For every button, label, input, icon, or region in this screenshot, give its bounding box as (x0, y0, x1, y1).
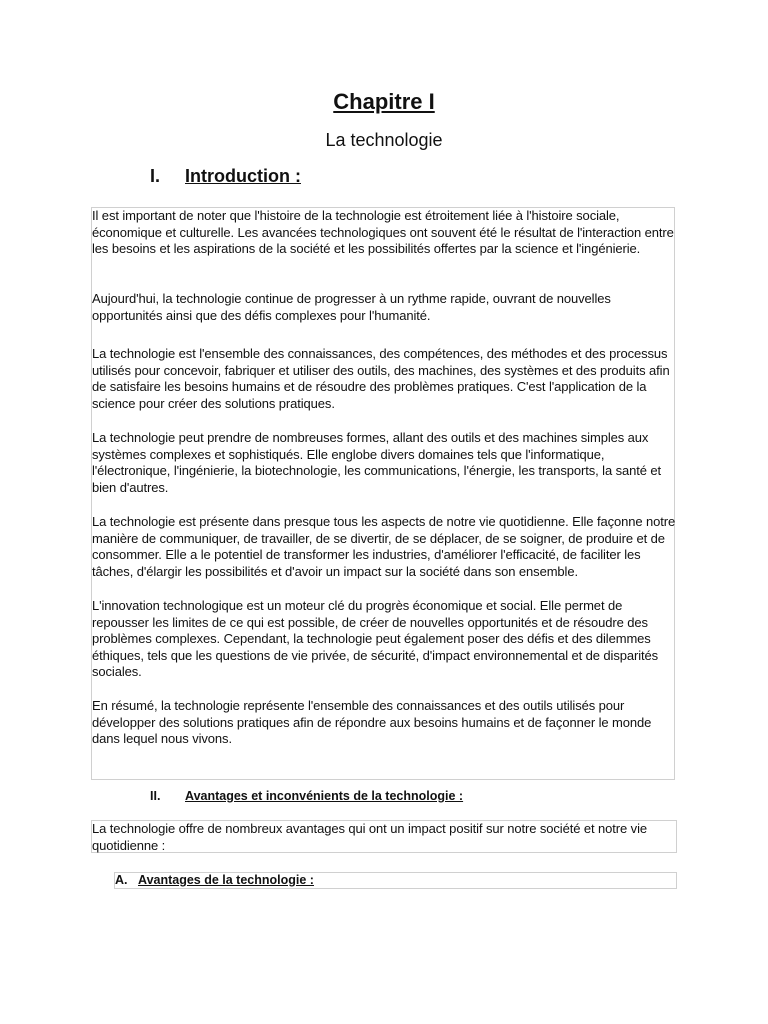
section-heading-advantages-disadvantages (150, 788, 463, 804)
document-subtitle: La technologie (325, 130, 443, 150)
advantages-intro-box (91, 820, 677, 853)
introduction-text-box (91, 207, 675, 780)
section-number: I. (150, 166, 161, 186)
section-title: Avantages et inconvénients de la technologie : (185, 789, 464, 803)
subsection-heading-box (114, 872, 677, 889)
section-heading-introduction (150, 164, 301, 188)
subsection-heading-advantages (115, 873, 314, 888)
intro-paragraph: L'innovation technologique est un moteur clé du progrès économique et social. Elle permet de repousser les limites de ce qui est possible, de créer de nouvelles opportunités et de résoudre des problèmes complexes. Cependant, la technologie peut également poser des défis et des dilemmes éthiques, tels que les questions de vie privée, de sécurité, d'impact environnemental et de disparités sociales. (92, 598, 659, 679)
intro-paragraph: La technologie peut prendre de nombreuses formes, allant des outils et des machines simples aux systèmes complexes et sophistiqués. Elle englobe divers domaines tels que l'informatique, l'électronique, l'ingénierie, la biotechnologie, les communications, l'énergie, les transports, la santé et bien d'autres. (92, 430, 662, 495)
intro-paragraph: Aujourd'hui, la technologie continue de progresser à un rythme rapide, ouvrant de nouvelles opportunités ainsi que des défis complexes pour l'humanité. (92, 291, 611, 323)
section-title: Introduction : (185, 166, 301, 186)
intro-paragraph: La technologie est présente dans presque tous les aspects de notre vie quotidienne. Elle façonne notre manière de communiquer, de travailler, de se divertir, de se déplacer, de se soigner, de produire et de consommer. Elle a le potentiel de transformer les industries, d'améliorer l'efficacité, de faciliter les tâches, d'élargir les possibilités et d'avoir un impact sur la société dans son ensemble. (92, 514, 676, 579)
chapter-title: Chapitre I (333, 89, 435, 114)
section-number: II. (150, 789, 161, 803)
subsection-title: Avantages de la technologie : (138, 873, 314, 887)
intro-paragraph: La technologie est l'ensemble des connaissances, des compétences, des méthodes et des processus utilisés pour concevoir, fabriquer et utiliser des outils, des machines, des systèmes et des produits afin de satisfaire les besoins humains et de résoudre des problèmes pratiques. C'est l'application de la science pour créer des solutions pratiques. (92, 346, 670, 411)
intro-paragraph: Il est important de noter que l'histoire de la technologie est étroitement liée à l'histoire sociale, économique et culturelle. Les avancées technologiques ont souvent été le résultat de l'interaction entre les besoins et les aspirations de la société et les possibilités offertes par la science et l'ingénierie. (92, 208, 674, 256)
intro-paragraph: En résumé, la technologie représente l'ensemble des connaissances et des outils utilisés pour développer des solutions pratiques afin de répondre aux besoins humains et de façonner le monde dans lequel nous vivons. (92, 698, 652, 746)
advantages-intro-text: La technologie offre de nombreux avantages qui ont un impact positif sur notre société et notre vie quotidienne : (92, 821, 647, 853)
subsection-letter: A. (115, 873, 128, 887)
